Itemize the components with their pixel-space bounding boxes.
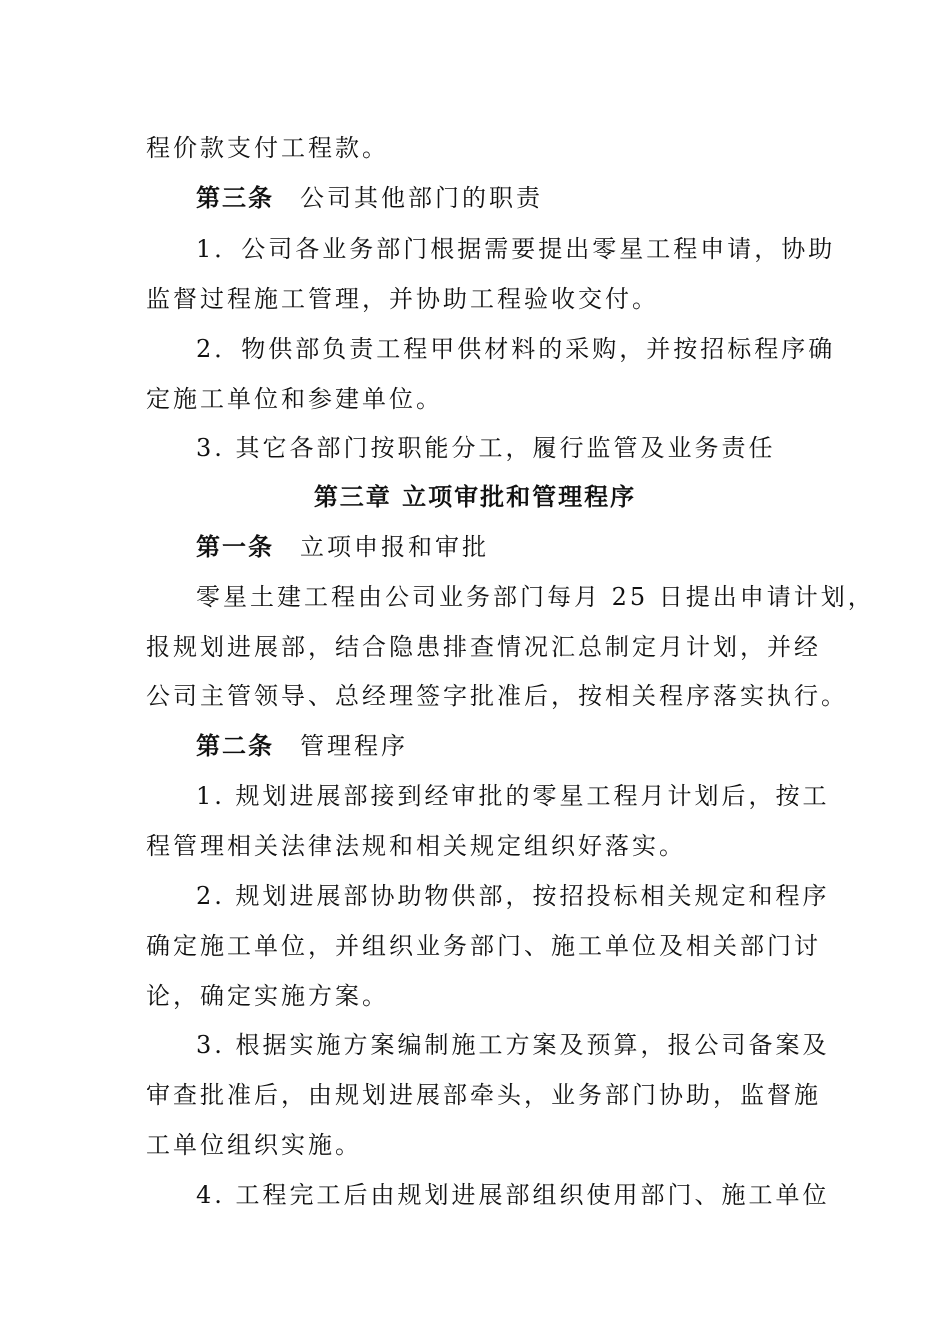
paragraph-line: 零星土建工程由公司业务部门每月 25 日提出申请计划， <box>196 583 875 611</box>
paragraph-line: 1．公司各业务部门根据需要提出零星工程申请，协助 <box>196 235 836 263</box>
paragraph-line: 4. 工程完工后由规划进展部组织使用部门、施工单位 <box>196 1181 830 1209</box>
article-title: 管理程序 <box>300 732 408 760</box>
article-heading <box>196 532 489 562</box>
paragraph-line: 监督过程施工管理，并协助工程验收交付。 <box>146 285 659 313</box>
paragraph-line: 3. 根据实施方案编制施工方案及预算，报公司备案及 <box>196 1031 830 1059</box>
paragraph-line: 1. 规划进展部接到经审批的零星工程月计划后，按工 <box>196 782 830 810</box>
article-label: 第二条 <box>196 732 274 760</box>
paragraph-line: 2. 规划进展部协助物供部，按招投标相关规定和程序 <box>196 882 830 910</box>
paragraph-line: 工单位组织实施。 <box>146 1131 362 1159</box>
article-title: 立项申报和审批 <box>300 533 489 561</box>
paragraph-line: 程价款支付工程款。 <box>146 134 389 162</box>
article-heading <box>196 183 543 213</box>
paragraph-line: 程管理相关法律法规和相关规定组织好落实。 <box>146 832 686 860</box>
paragraph-line: 审查批准后，由规划进展部牵头，业务部门协助，监督施 <box>146 1081 821 1109</box>
article-label: 第三条 <box>196 184 274 212</box>
paragraph-line: 2．物供部负责工程甲供材料的采购，并按招标程序确 <box>196 335 836 363</box>
paragraph-line: 3. 其它各部门按职能分工，履行监管及业务责任 <box>196 434 776 462</box>
chapter-heading: 第三章 立项审批和管理程序 <box>313 483 637 511</box>
article-label: 第一条 <box>196 533 274 561</box>
paragraph-line: 论，确定实施方案。 <box>146 982 389 1010</box>
article-heading <box>196 731 408 761</box>
paragraph-line: 公司主管领导、总经理签字批准后，按相关程序落实执行。 <box>146 682 848 710</box>
paragraph-line: 定施工单位和参建单位。 <box>146 385 443 413</box>
article-title: 公司其他部门的职责 <box>300 184 543 212</box>
paragraph-line: 确定施工单位，并组织业务部门、施工单位及相关部门讨 <box>146 932 821 960</box>
paragraph-line: 报规划进展部，结合隐患排查情况汇总制定月计划，并经 <box>146 633 821 661</box>
